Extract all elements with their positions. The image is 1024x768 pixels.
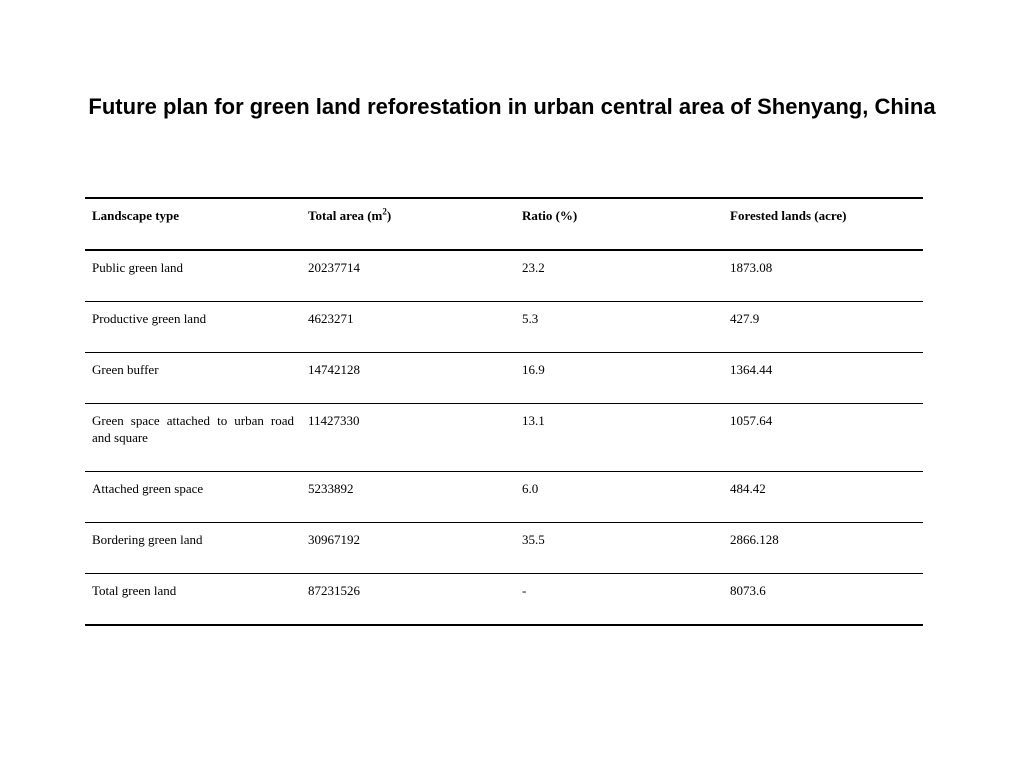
header-forested-lands: Forested lands (acre) xyxy=(730,208,847,223)
cell-landscape-type: Bordering green land xyxy=(92,532,203,547)
table-row xyxy=(85,404,923,472)
cell-landscape-type: Productive green land xyxy=(92,311,207,326)
header-landscape-type: Landscape type xyxy=(92,208,180,223)
cell-ratio: 6.0 xyxy=(522,481,539,496)
table-row xyxy=(85,472,923,523)
header-row xyxy=(85,198,923,250)
cell-ratio: 16.9 xyxy=(522,362,545,377)
cell-landscape-type: Green space attached to urban road and square xyxy=(92,413,294,445)
cell-total-area: 87231526 xyxy=(308,583,360,598)
cell-forested-lands: 484.42 xyxy=(730,481,766,496)
table-row xyxy=(85,353,923,404)
table-row xyxy=(85,523,923,574)
cell-total-area: 20237714 xyxy=(308,260,360,275)
cell-ratio: 23.2 xyxy=(522,260,545,275)
cell-landscape-type: Total green land xyxy=(92,583,177,598)
cell-forested-lands: 1364.44 xyxy=(730,362,773,377)
header-total-area-label: Total area (m xyxy=(308,208,383,223)
header-total-area xyxy=(301,198,515,250)
table-header xyxy=(85,198,923,250)
cell-forested-lands: 427.9 xyxy=(730,311,760,326)
header-ratio: Ratio (%) xyxy=(522,208,578,223)
cell-landscape-type: Attached green space xyxy=(92,481,204,496)
header-total-area-superscript: 2 xyxy=(382,206,387,217)
table-body xyxy=(85,250,923,625)
table-row xyxy=(85,250,923,302)
cell-landscape-type: Public green land xyxy=(92,260,183,275)
cell-forested-lands: 1873.08 xyxy=(730,260,773,275)
cell-ratio: 5.3 xyxy=(522,311,539,326)
cell-forested-lands: 1057.64 xyxy=(730,413,773,428)
table-row-total xyxy=(85,574,923,626)
cell-ratio: 13.1 xyxy=(522,413,545,428)
cell-landscape-type: Green buffer xyxy=(92,362,159,377)
cell-ratio: 35.5 xyxy=(522,532,545,547)
cell-total-area: 11427330 xyxy=(308,413,360,428)
table-row xyxy=(85,302,923,353)
green-land-table xyxy=(85,197,923,626)
cell-ratio: - xyxy=(522,583,527,598)
cell-total-area: 14742128 xyxy=(308,362,360,377)
cell-total-area: 30967192 xyxy=(308,532,360,547)
cell-forested-lands: 8073.6 xyxy=(730,583,766,598)
cell-forested-lands: 2866.128 xyxy=(730,532,779,547)
header-total-area-close: ) xyxy=(386,208,392,223)
cell-total-area: 5233892 xyxy=(308,481,354,496)
green-land-table-container xyxy=(85,197,923,626)
cell-total-area: 4623271 xyxy=(308,311,354,326)
page-title: Future plan for green land reforestation in urban central area of Shenyang, China xyxy=(88,94,936,119)
